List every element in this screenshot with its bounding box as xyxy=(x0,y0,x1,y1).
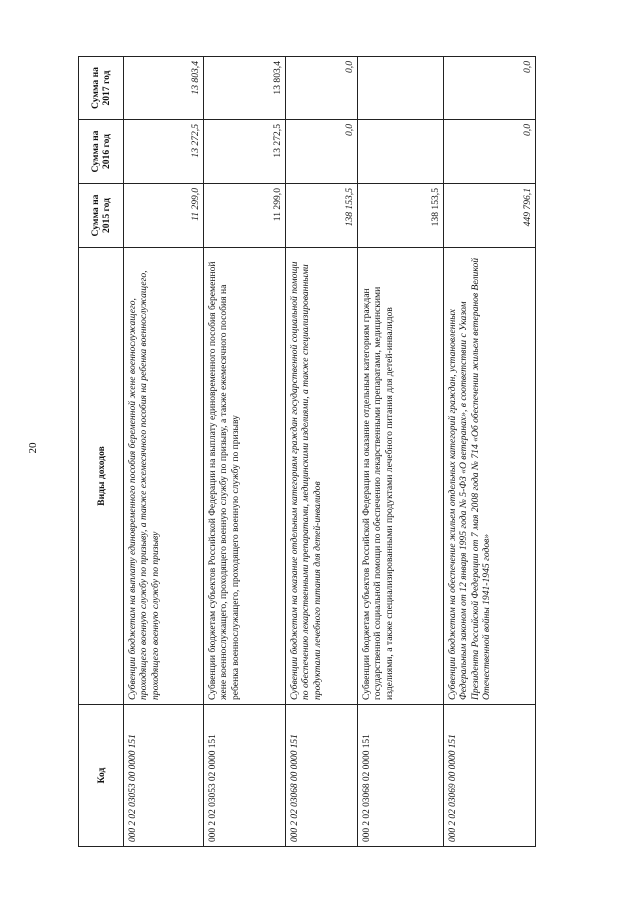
table-row xyxy=(204,57,286,847)
row-description: Субвенции бюджетам на выплату единовременного пособия беременной жене военнослужащего, проходящего военную службу по призыву, а также ежемесячного пособия на ребенка военнослужащего, проходящего военную службу по призыву xyxy=(124,248,204,705)
row-sum-2016: 13 272,5 xyxy=(124,120,204,184)
row-code: 000 2 02 03068 02 0000 151 xyxy=(358,705,444,847)
header-code: Код xyxy=(79,705,124,847)
row-code: 000 2 02 03069 00 0000 151 xyxy=(444,705,536,847)
row-code: 000 2 02 03053 00 0000 151 xyxy=(124,705,204,847)
row-code: 000 2 02 03053 02 0000 151 xyxy=(204,705,286,847)
header-income-type: Виды доходов xyxy=(79,248,124,705)
row-sum-2016: 13 272,5 xyxy=(204,120,286,184)
row-sum-2015: 11 299,0 xyxy=(204,184,286,248)
table-row xyxy=(358,57,444,847)
table-row xyxy=(286,57,358,847)
row-sum-2016: 0,0 xyxy=(286,120,358,184)
row-sum-2015: 449 796,1 xyxy=(444,184,536,248)
header-sum-2017: Сумма на 2017 год xyxy=(79,57,124,120)
table-row xyxy=(124,57,204,847)
rotated-page-content xyxy=(78,57,533,847)
row-description: Субвенции бюджетам на обеспечение жильем отдельных категорий граждан, установленных Федеральным законом от 12 января 1995 года № 5-ФЗ «О ветеранах», в соответствии с Указом Президента Российской Федерации от 7 мая 2008 года № 714 «Об обеспечении жильем ветеранов Великой Отечественной войны 1941-1945 годов» xyxy=(444,248,536,705)
header-sum-2015: Сумма на 2015 год xyxy=(79,184,124,248)
row-sum-2017: 13 803,4 xyxy=(124,57,204,120)
row-sum-2017: 13 803,4 xyxy=(204,57,286,120)
header-sum-2016: Сумма на 2016 год xyxy=(79,120,124,184)
row-sum-2016 xyxy=(358,120,444,184)
row-sum-2017: 0,0 xyxy=(444,57,536,120)
row-sum-2015: 11 299,0 xyxy=(124,184,204,248)
row-description: Субвенции бюджетам на оказание отдельным категориям граждан государственной социальной помощи по обеспечению лекарственными препаратами, медицинскими изделиями, а также специализированными продуктами лечебного питания для детей-инвалидов xyxy=(286,248,358,705)
table-row xyxy=(444,57,536,847)
row-sum-2017 xyxy=(358,57,444,120)
row-sum-2016: 0,0 xyxy=(444,120,536,184)
row-description: Субвенции бюджетам субъектов Российской Федерации на оказание отдельным категориям граждан государственной социальной помощи по обеспечению лекарственными препаратами, медицинскими изделиями, а также специализированными продуктами лечебного питания для детей-инвалидов xyxy=(358,248,444,705)
income-table xyxy=(78,56,536,847)
table-header-row xyxy=(79,57,124,847)
row-code: 000 2 02 03068 00 0000 151 xyxy=(286,705,358,847)
row-sum-2017: 0,0 xyxy=(286,57,358,120)
row-description: Субвенции бюджетам субъектов Российской Федерации на выплату единовременного пособия беременной жене военнослужащего, проходящего военную службу по призыву, а также ежемесячного пособия на ребенка военнослужащего, проходящего военную службу по призыву xyxy=(204,248,286,705)
row-sum-2015: 138 153,5 xyxy=(358,184,444,248)
page-number: 20 xyxy=(27,442,39,454)
row-sum-2015: 138 153,5 xyxy=(286,184,358,248)
